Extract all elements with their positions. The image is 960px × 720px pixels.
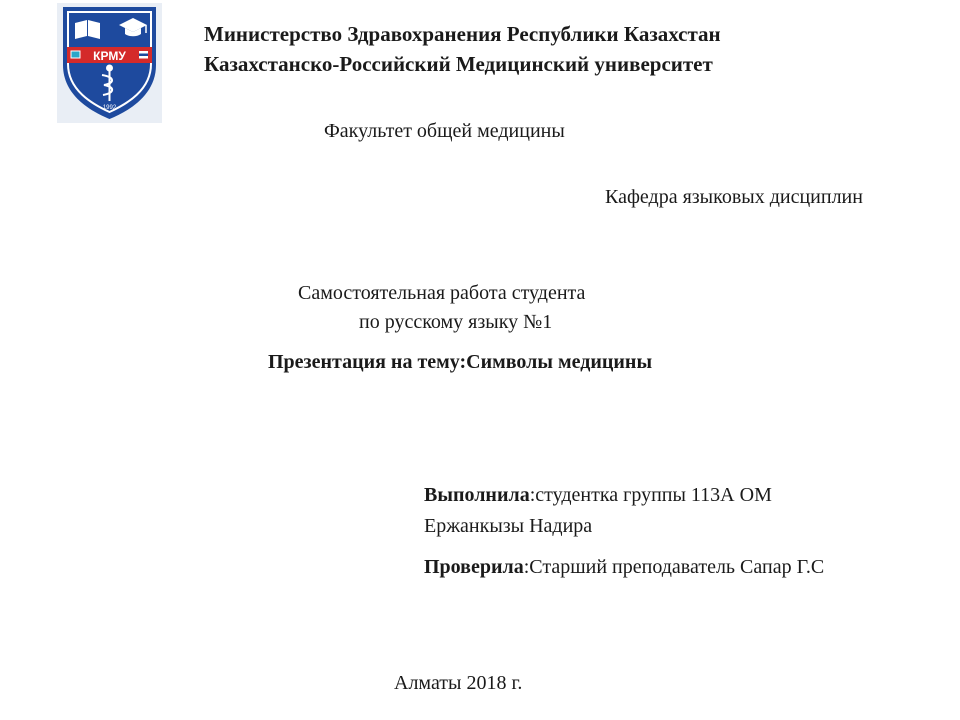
checked-value: :Старший преподаватель Сапар Г.С [523,556,825,578]
work-title-line2: по русскому языку №1 [359,311,553,333]
student-name: Ержанкызы Надира [424,515,593,537]
department-label: Кафедра языковых дисциплин [605,186,863,208]
university-logo [57,3,162,123]
presentation-topic: Презентация на тему:Символы медицины [268,351,653,373]
checked-label: Проверила [424,556,524,578]
faculty-label: Факультет общей медицины [324,120,565,142]
logo-emblem-text: КРМУ [93,49,126,63]
ministry-heading: Министерство Здравохранения Республики Казахстан [204,22,721,46]
university-heading: Казахстанско-Российский Медицинский университет [204,52,713,76]
logo-year: 1992 [102,105,117,111]
city-year: Алматы 2018 г. [394,672,523,694]
kazakhstan-flag-icon [71,51,80,58]
performed-by [424,484,772,507]
performed-label: Выполнила [424,484,530,506]
russia-flag-icon [139,51,148,59]
work-title-line1: Самостоятельная работа студента [298,282,586,304]
performed-value: :студентка группы 113А ОМ [529,484,772,506]
checked-by [424,556,824,579]
